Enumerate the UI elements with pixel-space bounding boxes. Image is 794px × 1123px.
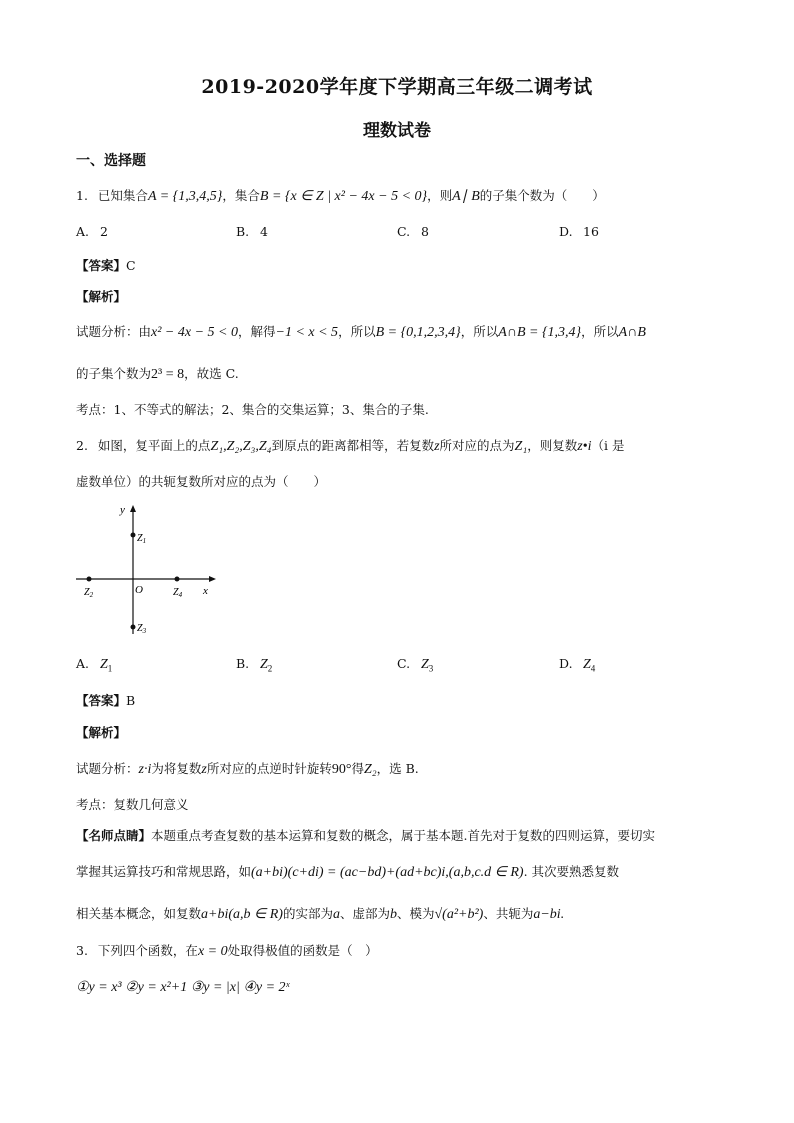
q1-analysis-line1 xyxy=(76,323,646,342)
page-title: 2019-2020学年度下学期高三年级二调考试 xyxy=(201,76,593,98)
modulus: √(a²+b²) xyxy=(434,907,484,922)
option-label: B. xyxy=(236,656,250,671)
origin-label: O xyxy=(135,584,143,596)
point-z1 xyxy=(131,533,136,538)
complex-form: a+bi(a,b ∈ R) xyxy=(201,907,283,922)
conjugate: a−bi. xyxy=(533,907,565,922)
option-text: 8 xyxy=(421,224,429,239)
var-z: z xyxy=(434,439,440,454)
text: 的子集个数为 xyxy=(76,366,152,381)
text: 所对应的点逆时针旋转 xyxy=(206,761,332,776)
y-arrow xyxy=(130,505,136,512)
q1-kaodian: 考点：1、不等式的解法；2、集合的交集运算；3、集合的子集. xyxy=(76,402,429,417)
var-b: b xyxy=(389,907,397,922)
z1-label: $Z_1$ xyxy=(137,533,147,545)
text: ，所以 xyxy=(338,324,376,339)
set-b: B = {x ∈ Z | x² − 4x − 5 < 0} xyxy=(259,189,428,204)
q1-analysis-line2 xyxy=(76,365,239,384)
text: 为将复数 xyxy=(151,761,202,776)
question-2-stem-line1 xyxy=(76,437,624,456)
text: ，解得 xyxy=(237,324,276,339)
set-b-solved: B = {0,1,2,3,4} xyxy=(375,325,461,340)
answer-tag: 【答案】 xyxy=(76,693,127,708)
formula: (a+bi)(c+di) = (ac−bd)+(ad+bc)i,(a,b,c.d ∈ R) xyxy=(251,865,524,880)
text: 、模为 xyxy=(396,906,435,921)
text: ，所以 xyxy=(460,324,499,339)
question-1-stem xyxy=(76,187,605,206)
point-z4 xyxy=(175,577,180,582)
text: 本题重点考查复数的基本运算和复数的概念，属于基本题.首先对于复数的四则运算，要切实 xyxy=(151,828,655,843)
intersection: A∩B = {1,3,4} xyxy=(498,325,582,340)
text: 如图，复平面上的点 xyxy=(97,438,211,453)
q2-analysis xyxy=(76,760,419,779)
option-label: C. xyxy=(397,224,411,239)
text: ，选 B. xyxy=(376,761,419,776)
question-number: 1. xyxy=(76,188,88,203)
option-label: D. xyxy=(559,656,573,671)
question-3-stem xyxy=(76,942,378,961)
text: 的子集个数为（ ） xyxy=(479,188,605,203)
question-2-stem-line2: 虚数单位）的共轭复数所对应的点为（ ） xyxy=(76,474,327,489)
set-a: A = {1,3,4,5} xyxy=(147,189,223,204)
expr-zi: z•i xyxy=(577,439,592,454)
z4-label: $Z_4$ xyxy=(173,587,183,599)
answer-tag: 【答案】 xyxy=(76,258,127,273)
text: 相关基本概念，如复数 xyxy=(76,906,202,921)
question-3-functions xyxy=(76,978,289,997)
option-text: Z xyxy=(260,657,268,672)
text: ，则 xyxy=(427,188,453,203)
text: . 其次要熟悉复数 xyxy=(523,864,620,879)
question-number: 3. xyxy=(76,943,88,958)
point-z1: Z₁ xyxy=(514,439,528,454)
q2-option-c[interactable] xyxy=(397,656,433,674)
option-text: 2 xyxy=(100,224,108,239)
point-z3 xyxy=(131,625,136,630)
intersection: A∩B xyxy=(618,325,646,340)
q1-analysis-tag: 【解析】 xyxy=(76,289,127,304)
q2-tip-line2 xyxy=(76,863,619,882)
text: ，所以 xyxy=(581,324,619,339)
function-list: ①y = x³ ②y = x²+1 ③y = |x| ④y = 2ˣ xyxy=(76,980,290,995)
text: 已知集合 xyxy=(97,188,148,203)
text: （i 是 xyxy=(591,438,625,453)
option-label: B. xyxy=(236,224,250,239)
q2-option-d[interactable] xyxy=(559,656,595,674)
z2-label: $Z_2$ xyxy=(84,587,94,599)
option-text: 16 xyxy=(583,224,599,239)
tip-tag: 【名师点睛】 xyxy=(76,828,152,843)
option-label: A. xyxy=(76,656,90,671)
q1-option-d[interactable] xyxy=(559,224,599,239)
text: 、虚部为 xyxy=(339,906,390,921)
q1-answer xyxy=(76,257,136,275)
q1-option-b[interactable] xyxy=(236,224,268,239)
text: 掌握其运算技巧和常规思路，如 xyxy=(76,864,252,879)
text: 的实部为 xyxy=(282,906,333,921)
question-number: 2. xyxy=(76,438,88,453)
text: 试题分析：由 xyxy=(76,324,152,339)
q2-kaodian: 考点：复数几何意义 xyxy=(76,797,189,812)
text: 到原点的距离都相等，若复数 xyxy=(271,438,435,453)
section-heading: 一、选择题 xyxy=(76,153,146,169)
text: 处取得极值的函数是（ ） xyxy=(227,943,378,958)
expression: A∣ B xyxy=(452,189,480,204)
q2-option-b[interactable] xyxy=(236,656,272,674)
text: 所对应的点为 xyxy=(439,438,515,453)
text: ，则复数 xyxy=(527,438,578,453)
x-arrow xyxy=(209,576,216,582)
option-text: Z xyxy=(421,657,429,672)
power: 2³ = 8 xyxy=(151,367,185,382)
option-label: C. xyxy=(397,656,411,671)
point-z2 xyxy=(87,577,92,582)
option-sub: 2 xyxy=(267,663,273,674)
text: 得 xyxy=(351,761,364,776)
text: ，故选 C. xyxy=(184,366,239,381)
q2-answer xyxy=(76,692,135,710)
q1-option-a[interactable] xyxy=(76,224,108,239)
complex-plane-figure xyxy=(70,500,230,640)
option-sub: 3 xyxy=(428,663,434,674)
var-z: z xyxy=(201,762,207,777)
option-text: Z xyxy=(583,657,591,672)
option-text: 4 xyxy=(260,224,268,239)
condition: x = 0 xyxy=(197,944,228,959)
var-a: a xyxy=(332,907,340,922)
range: −1 < x < 5 xyxy=(275,325,339,340)
points: Z₁,Z₂,Z₃,Z₄ xyxy=(210,439,272,454)
z3-label: $Z_3$ xyxy=(137,623,147,635)
text: ，集合 xyxy=(222,188,260,203)
answer-value: B xyxy=(126,693,136,708)
option-text: Z xyxy=(100,657,108,672)
q2-analysis-tag: 【解析】 xyxy=(76,725,127,740)
q1-option-c[interactable] xyxy=(397,224,429,239)
expr-zi: z·i xyxy=(138,762,152,777)
text: 下列四个函数，在 xyxy=(97,943,198,958)
q2-tip-line3 xyxy=(76,905,564,924)
text: 、共轭为 xyxy=(483,906,534,921)
point-z2: Z₂ xyxy=(363,762,377,777)
q2-tip-line1 xyxy=(76,827,655,845)
y-label: y xyxy=(120,504,125,516)
page-subtitle: 理数试卷 xyxy=(363,121,431,141)
answer-value: C xyxy=(126,258,136,273)
option-label: A. xyxy=(76,224,90,239)
option-sub: 1 xyxy=(107,663,113,674)
q2-option-a[interactable] xyxy=(76,656,112,674)
text: 试题分析： xyxy=(76,761,139,776)
option-sub: 4 xyxy=(590,663,596,674)
inequality: x² − 4x − 5 < 0 xyxy=(151,325,238,340)
x-label: x xyxy=(203,585,208,597)
option-label: D. xyxy=(559,224,573,239)
angle: 90° xyxy=(331,762,352,777)
